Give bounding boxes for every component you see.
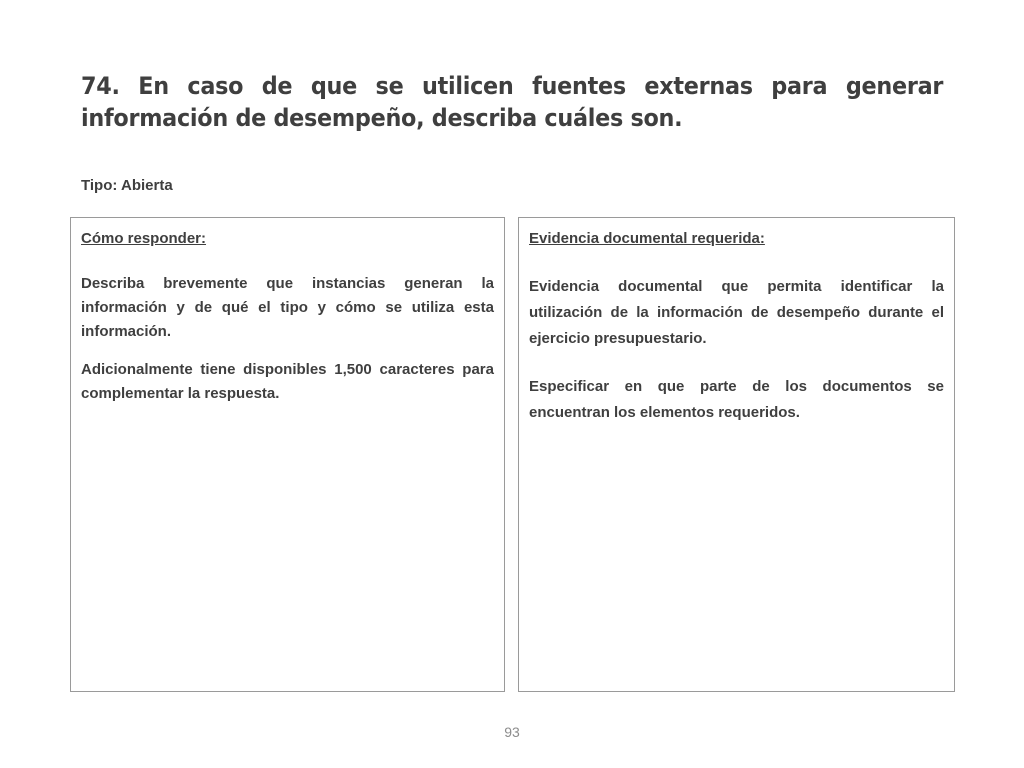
how-to-answer-panel <box>70 217 505 692</box>
how-to-answer-paragraph: Adicionalmente tiene disponibles 1,500 caracteres para complementar la respuesta. <box>81 361 494 402</box>
how-to-answer-heading: Cómo responder: <box>81 230 207 247</box>
evidence-heading: Evidencia documental requerida: <box>529 230 765 247</box>
evidence-paragraph: Evidencia documental que permita identificar la utilización de la información de desempeño durante el ejercicio presupuestario. <box>529 278 944 347</box>
how-to-answer-paragraph: Describa brevemente que instancias generan la información y de qué el tipo y cómo se utiliza esta información. <box>81 275 494 340</box>
question-title: 74. En caso de que se utilicen fuentes externas para generar información de desempeño, describa cuáles son. <box>81 72 944 132</box>
page-number: 93 <box>504 724 520 740</box>
question-type-label: Tipo: Abierta <box>81 177 173 194</box>
evidence-paragraph: Especificar en que parte de los documentos se encuentran los elementos requeridos. <box>529 378 944 421</box>
evidence-panel <box>518 217 955 692</box>
